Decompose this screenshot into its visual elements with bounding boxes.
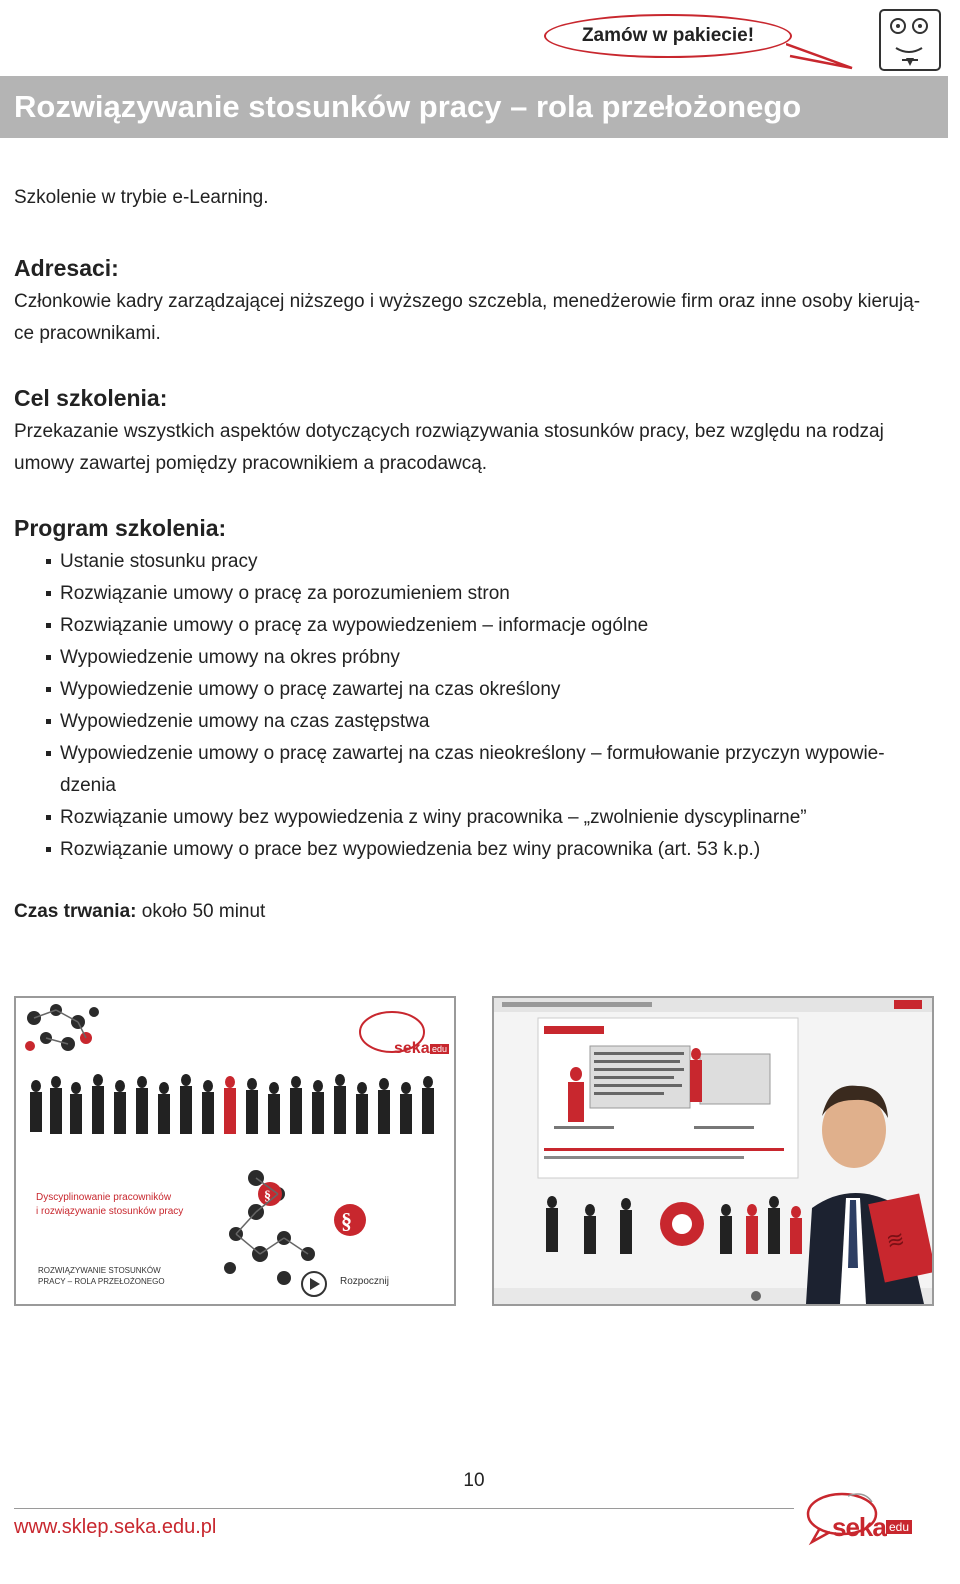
course-title-line2: i rozwiązywanie stosunków pracy	[36, 1206, 184, 1217]
svg-text:§: §	[264, 1189, 271, 1204]
duration-value: około 50 minut	[136, 901, 266, 922]
order-in-package-label: Zamów w pakiecie!	[581, 25, 755, 46]
program-item: Wypowiedzenie umowy o pracę zawartej na czas określony	[46, 674, 946, 706]
page-number: 10	[463, 1470, 485, 1491]
speech-bubble-tail-icon	[786, 38, 856, 72]
course-content-illustration	[494, 998, 932, 1304]
program-item-continuation: dzenia	[60, 775, 116, 796]
title-bar	[0, 76, 948, 138]
course-title-screenshot	[14, 996, 456, 1306]
footer-divider	[14, 1508, 794, 1509]
svg-text:≋: ≋	[883, 1225, 908, 1255]
goal-text-line2: umowy zawartej pomiędzy pracownikiem a pracodawcą.	[14, 453, 488, 474]
svg-text:§: §	[341, 1208, 352, 1233]
audience-heading: Adresaci:	[14, 255, 119, 281]
program-list	[46, 546, 946, 866]
duration	[14, 896, 265, 928]
program-item: Rozwiązanie umowy o pracę za wypowiedzeniem – informacje ogólne	[46, 610, 946, 642]
program-item: Ustanie stosunku pracy	[46, 546, 946, 578]
module-title-line2: PRACY – ROLA PRZEŁOŻONEGO	[38, 1277, 165, 1286]
module-title-line1: ROZWIĄZYWANIE STOSUNKÓW	[38, 1266, 161, 1275]
program-item: Wypowiedzenie umowy o pracę zawartej na czas nieokreślony – formułowanie przyczyn wypowie-	[46, 738, 946, 770]
audience-text-line1: Członkowie kadry zarządzającej niższego i wyższego szczebla, menedżerowie firm oraz inne osoby kierują-	[14, 291, 921, 312]
goal-text-line1: Przekazanie wszystkich aspektów dotyczących rozwiązywania stosunków pracy, bez względu na rodzaj	[14, 421, 884, 442]
start-button: Rozpocznij	[340, 1276, 389, 1287]
page-title: Rozwiązywanie stosunków pracy – rola przełożonego	[14, 89, 802, 124]
intro-text: Szkolenie w trybie e-Learning.	[14, 187, 269, 208]
program-item: Rozwiązanie umowy bez wypowiedzenia z winy pracownika – „zwolnienie dyscyplinarne”	[46, 802, 946, 834]
goal-heading: Cel szkolenia:	[14, 385, 168, 411]
course-title-illustration	[16, 998, 454, 1304]
seka-edu-logo	[800, 1488, 920, 1570]
seka-logo-badge: edu	[432, 1044, 448, 1054]
audience-text-line2: ce pracownikami.	[14, 323, 161, 344]
program-item: Rozwiązanie umowy o prace bez wypowiedzenia bez winy pracownika (art. 53 k.p.)	[46, 834, 946, 866]
cartoon-face-icon	[878, 8, 942, 72]
course-title-line1: Dyscyplinowanie pracowników	[36, 1192, 172, 1203]
duration-label: Czas trwania:	[14, 901, 137, 922]
seka-logo-text: seka	[394, 1040, 430, 1057]
course-content-screenshot	[492, 996, 934, 1306]
order-in-package-button[interactable]	[544, 14, 792, 58]
seka-logo-badge: edu	[886, 1520, 912, 1534]
program-item: Wypowiedzenie umowy na okres próbny	[46, 642, 946, 674]
program-heading: Program szkolenia:	[14, 515, 227, 541]
seka-logo-text: seka	[832, 1512, 886, 1542]
program-item: Rozwiązanie umowy o pracę za porozumieniem stron	[46, 578, 946, 610]
shop-url-link[interactable]: www.sklep.seka.edu.pl	[14, 1516, 217, 1538]
program-item: Wypowiedzenie umowy na czas zastępstwa	[46, 706, 946, 738]
